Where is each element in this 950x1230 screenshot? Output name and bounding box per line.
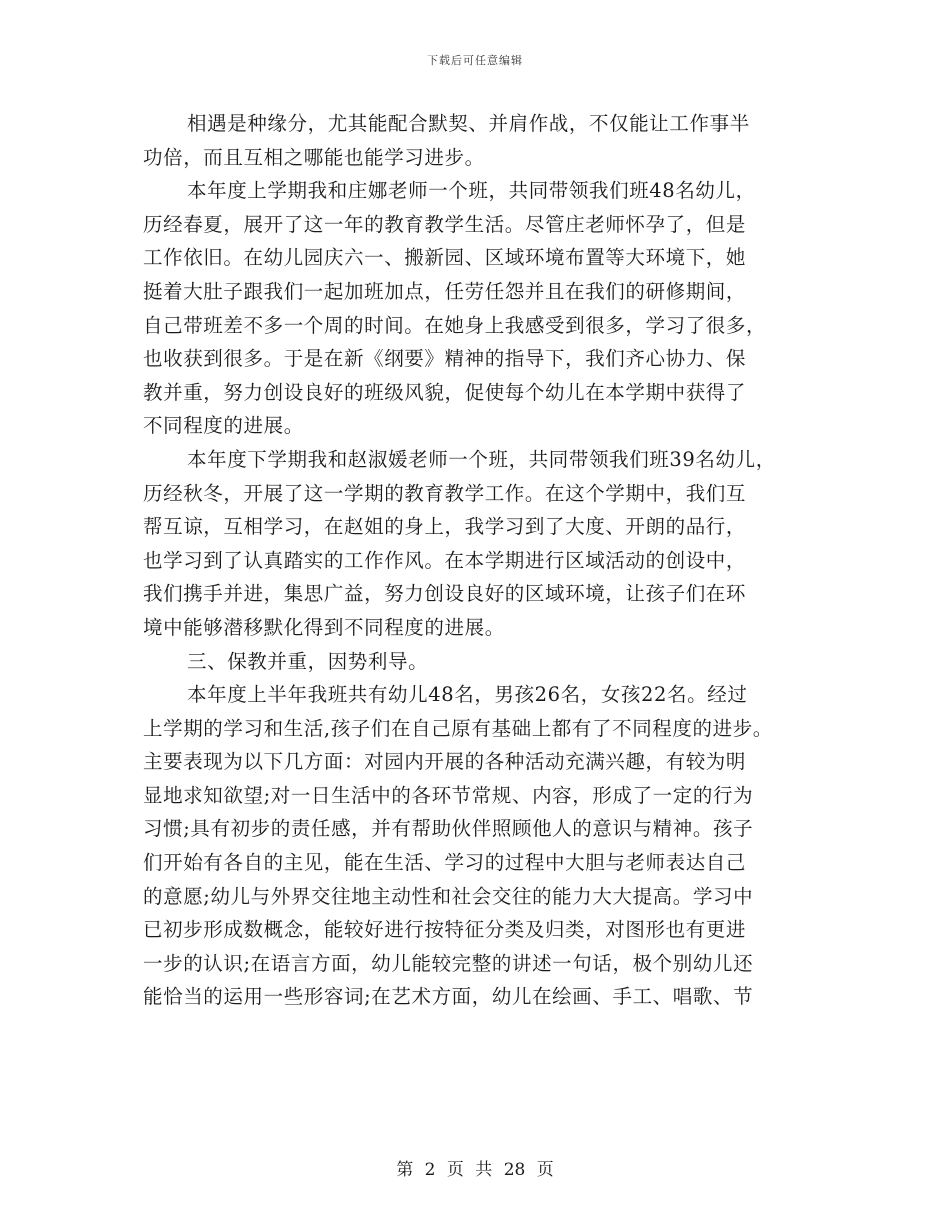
text-line: 历经秋冬，开展了这一学期的教育教学工作。在这个学期中，我们互 <box>143 481 747 505</box>
text-line: 帮互谅，互相学习，在赵姐的身上，我学习到了大度、开朗的品行， <box>143 515 747 539</box>
text-line: 能恰当的运用一些形容词;在艺术方面，幼儿在绘画、手工、唱歌、节 <box>143 985 754 1009</box>
text-line: 三、保教并重，因势利导。 <box>187 649 429 673</box>
text-line: 一步的认识;在语言方面，幼儿能较完整的讲述一句话，极个别幼儿还 <box>143 951 754 975</box>
text-line: 教并重，努力创设良好的班级风貌，促使每个幼儿在本学期中获得了 <box>143 380 747 404</box>
text-line: 挺着大肚子跟我们一起加班加点，任劳任怨并且在我们的研修期间， <box>143 279 747 303</box>
document-body <box>143 107 823 1014</box>
text-line: 主要表现为以下几方面：对园内开展的各种活动充满兴趣，有较为明 <box>143 750 747 774</box>
text-line: 历经春夏，展开了这一年的教育教学生活。尽管庄老师怀孕了，但是 <box>143 212 747 236</box>
page-number-footer: 第 2 页 共 28 页 <box>396 1160 554 1180</box>
text-line: 也学习到了认真踏实的工作作风。在本学期进行区域活动的创设中， <box>143 548 747 572</box>
text-line: 本年度上学期我和庄娜老师一个班，共同带领我们班48名幼儿， <box>187 179 756 203</box>
text-line: 自己带班差不多一个周的时间。在她身上我感受到很多，学习了很多， <box>143 313 767 337</box>
text-line: 境中能够潜移默化得到不同程度的进展。 <box>143 615 505 639</box>
text-line: 显地求知欲望;对一日生活中的各环节常规、内容，形成了一定的行为 <box>143 783 754 807</box>
text-line: 功倍，而且互相之哪能也能学习进步。 <box>143 145 485 169</box>
page-header: 下载后可任意编辑 <box>427 54 523 67</box>
text-line: 们开始有各自的主见，能在生活、学习的过程中大胆与老师表达自己 <box>143 851 747 875</box>
text-line: 已初步形成数概念，能较好进行按特征分类及归类，对图形也有更进 <box>143 918 747 942</box>
text-line: 不同程度的进展。 <box>143 414 304 438</box>
text-line: 相遇是种缘分，尤其能配合默契、并肩作战，不仅能让工作事半 <box>187 112 750 135</box>
text-line: 我们携手并进，集思广益，努力创设良好的区域环境，让孩子们在环 <box>143 582 747 606</box>
text-line: 工作依旧。在幼儿园庆六一、搬新园、区域环境布置等大环境下，她 <box>143 246 747 270</box>
text-line: 习惯;具有初步的责任感，并有帮助伙伴照顾他人的意识与精神。孩子 <box>143 817 754 841</box>
text-line: 本年度下学期我和赵淑媛老师一个班，共同带领我们班39名幼儿， <box>187 447 776 471</box>
text-line: 也收获到很多。于是在新《纲要》精神的指导下，我们齐心协力、保 <box>143 347 747 371</box>
text-line: 本年度上半年我班共有幼儿48名，男孩26名，女孩22名。经过 <box>187 683 748 707</box>
text-line: 的意愿;幼儿与外界交往地主动性和社会交往的能力大大提高。学习中 <box>143 884 754 908</box>
text-line: 上学期的学习和生活,孩子们在自己原有基础上都有了不同程度的进步。 <box>143 716 773 740</box>
